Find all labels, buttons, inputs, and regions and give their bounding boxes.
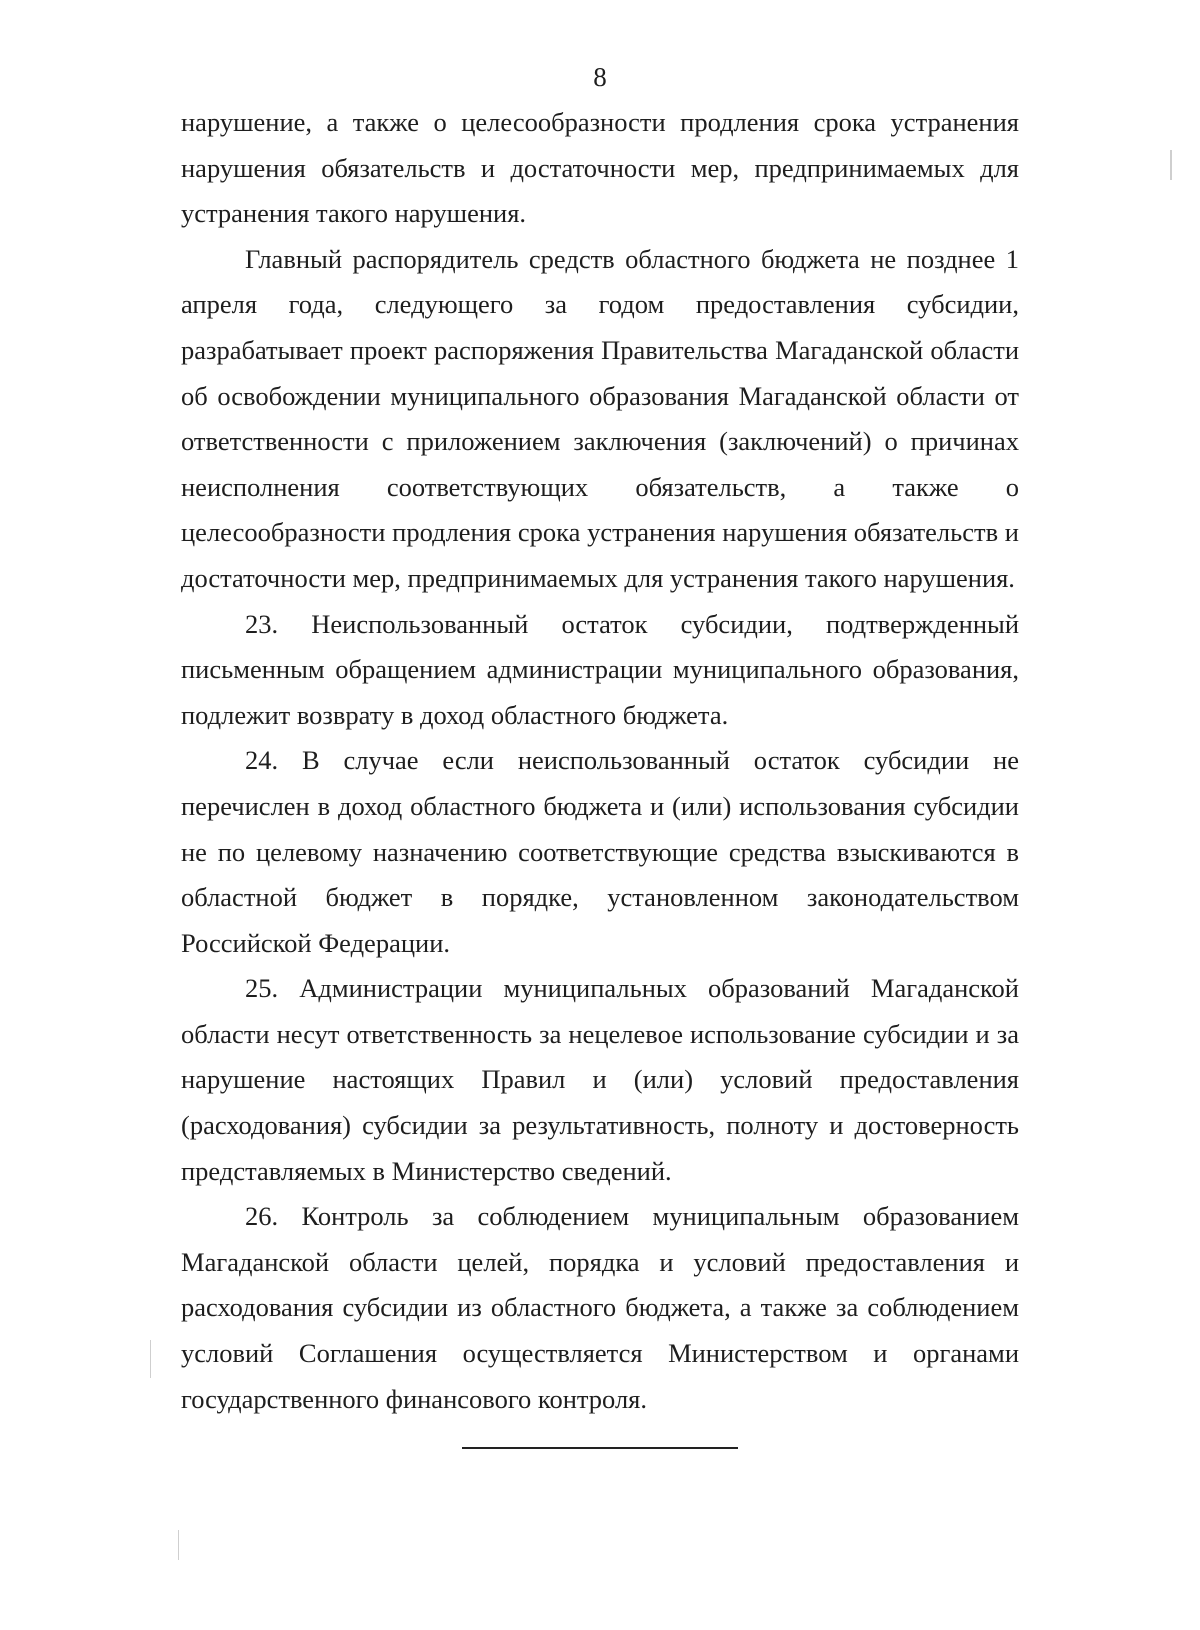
page-number: 8: [593, 62, 607, 92]
paragraph-item-23: 23. Неиспользованный остаток субсидии, подтвержденный письменным обращением администрации муниципального образования, подлежит возврату в доход областного бюджета.: [181, 608, 1019, 730]
document-body: [181, 100, 1019, 1422]
paragraph-main-distributor: Главный распорядитель средств областного бюджета не позднее 1 апреля года, следующего за годом предоставления субсидии, разрабатывает проект распоряжения Правительства Магаданской области об освобождении муниципального образования Магаданской области от ответственности с приложением заключения (заключений) о причинах неисполнения соответствующих обязательств, а также о целесообразности продления срока устранения нарушения обязательств и достаточности мер, предпринимаемых для устранения такого нарушения.: [181, 243, 1019, 593]
paragraph-continuation: нарушение, а также о целесообразности продления срока устранения нарушения обязательств и достаточности мер, предпринимаемых для устранения такого нарушения.: [181, 107, 1019, 229]
end-of-document-rule: [462, 1447, 738, 1449]
paragraph-item-24: 24. В случае если неиспользованный остаток субсидии не перечислен в доход областного бюджета и (или) использования субсидии не по целевому назначению соответствующие средства взыскиваются в областной бюджет в порядке, установленном законодательством Российской Федерации.: [181, 745, 1019, 958]
scan-speck: [1170, 150, 1172, 180]
scan-speck: [178, 1530, 179, 1560]
paragraph-item-26: 26. Контроль за соблюдением муниципальным образованием Магаданской области целей, порядка и условий предоставления и расходования субсидии из областного бюджета, а также за соблюдением условий Соглашения осуществляется Министерством и органами государственного финансового контроля.: [181, 1201, 1019, 1414]
paragraph-item-25: 25. Администрации муниципальных образований Магаданской области несут ответственность за нецелевое использование субсидии и за нарушение настоящих Правил и (или) условий предоставления (расходования) субсидии за результативность, полноту и достоверность представляемых в Министерство сведений.: [181, 973, 1019, 1186]
scan-speck: [150, 1340, 151, 1378]
